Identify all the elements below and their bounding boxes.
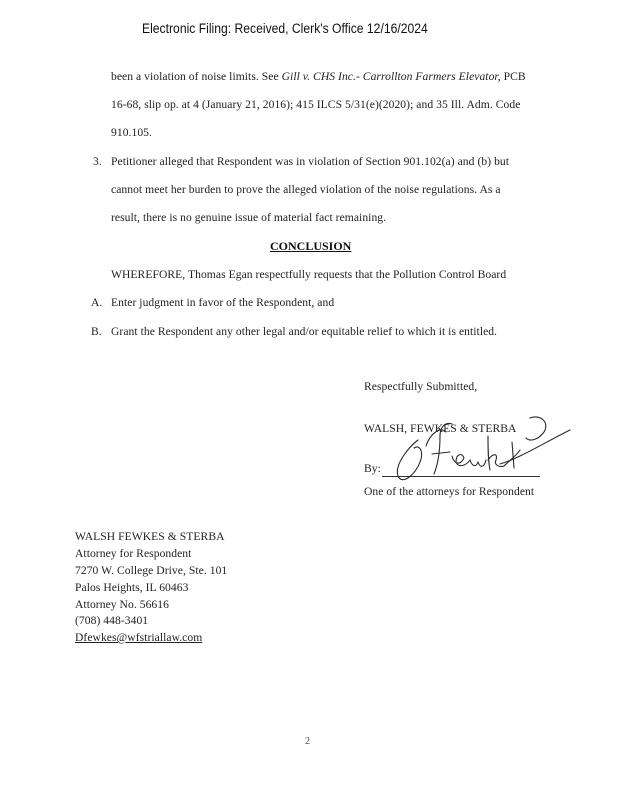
email-link[interactable]: Dfewkes@wfstriallaw.com [75,631,203,644]
closing-line: Respectfully Submitted, [364,380,478,393]
address-firm-name: WALSH FEWKES & STERBA [75,530,225,543]
page-number: 2 [305,736,310,747]
item-number-3: 3. [93,155,102,168]
relief-item-a-text: Enter judgment in favor of the Respondent, and [111,296,335,309]
paragraph-continuation-line-1 [111,70,526,83]
citation-lead-text: been a violation of noise limits. See [111,70,282,83]
paragraph-continuation-line-2: 16-68, slip op. at 4 (January 21, 2016); 415 ILCS 5/31(e)(2020); and 35 Ill. Adm. Code [111,98,521,111]
attorney-number: Attorney No. 56616 [75,598,169,611]
by-label: By: [364,462,381,475]
case-name: Gill v. CHS Inc.- Carrollton Farmers Elevator, [281,70,501,83]
paragraph-continuation-line-3: 910.105. [111,126,152,139]
signature-role: One of the attorneys for Respondent [364,485,535,498]
address-street: 7270 W. College Drive, Ste. 101 [75,564,228,577]
item-3-line-3: result, there is no genuine issue of material fact remaining. [111,211,387,224]
item-3-line-1: Petitioner alleged that Respondent was in violation of Section 901.102(a) and (b) but [111,155,510,168]
relief-item-a-letter: A. [91,296,103,309]
address-city: Palos Heights, IL 60463 [75,581,189,594]
handwritten-signature [380,412,580,492]
relief-item-b-text: Grant the Respondent any other legal and/or equitable relief to which it is entitled. [111,325,498,338]
signature-firm-name: WALSH, FEWKES & STERBA [364,422,517,435]
electronic-filing-stamp: Electronic Filing: Received, Clerk's Office 12/16/2024 [142,21,428,36]
citation-tail-text: PCB [500,70,526,83]
wherefore-clause: WHEREFORE, Thomas Egan respectfully requests that the Pollution Control Board [111,268,507,281]
address-role: Attorney for Respondent [75,547,192,560]
relief-item-b-letter: B. [91,325,102,338]
conclusion-heading: CONCLUSION [270,239,352,253]
phone-number: (708) 448-3401 [75,614,149,627]
item-3-line-2: cannot meet her burden to prove the alleged violation of the noise regulations. As a [111,183,501,196]
